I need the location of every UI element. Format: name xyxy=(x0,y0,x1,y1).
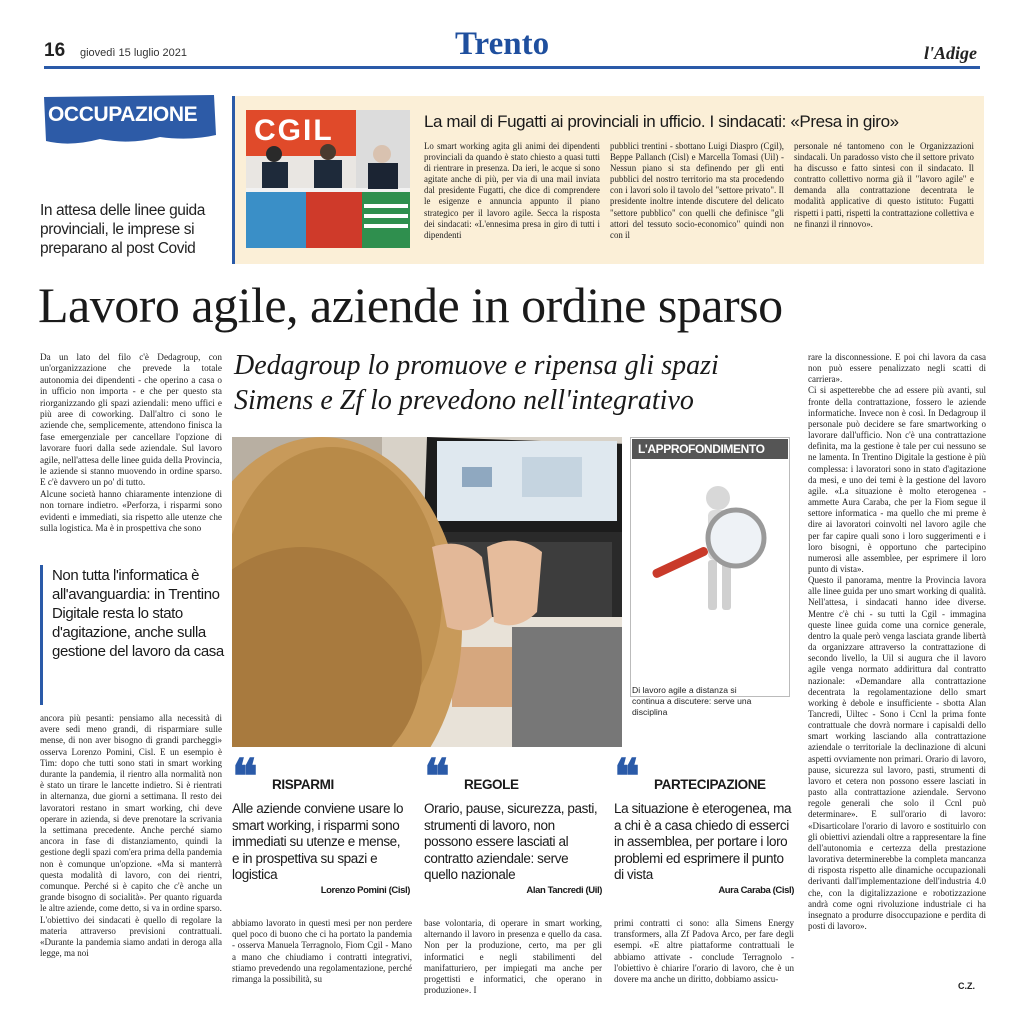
article-column-right: rare la disconnessione. E poi chi lavora da casa non può essere penalizzato negli scatti di carriera». Ci si aspetterebbe che ad essere più avanti, sul fronte della contrattazione, fossero le aziende informatiche. Invece non è così. In Dedagroup il personale può decidere se fare smartworking o lavorare dall'ufficio. Non c'è una contrattazione definita, ma la gestione è tale per cui nessuno se ne lamenta. In Trentino Digitale la gestione è più complessa: i lavoratori sono in stato d'agitazione da mesi, e uno dei temi è la gestione del lavoro agile. «La situazione è molto eterogenea - ammette Aura Caraba, che per la Fiom segue il settore informatica - ma quello che mi preme è dire ai lavoratori coinvolti nel lavoro agile che per far capire quali sono i loro suggerimenti e i loro bisogni, è opportuno che partecipino numerosi alle assemblee, per esprimere il loro punto di vista». Questo il panorama, mentre la Provincia lavora alle linee guida per uno smart working di qualità. Nell'attesa, i sindacati hanno idee diverse. Mentre c'è chi - su tutti la Cgil - immagina queste linee guida come una cornice generale, dentro la quale però venga lasciata grande libertà da organizzare attraverso la contrattazione di secondo livello, la Uil si augura che il lavoro agile venga normato addirittura dal contratto nazionale: «Demandare alla contrattazione decentrata la regolamentazione dello smart working è debole e insufficiente - sbotta Alan Tancredi, Uiltec - Sono i Ccnl la prima fonte contrattuale che dovrà normare i capisaldi dello smart working lasciando alla contrattazione aziendale o territoriale la declinazione di alcuni aspetti ovviamente non primari. Orario di lavoro, pause, sicurezza sul lavoro, pasti, strumenti di lavoro et cetera non possono essere lasciati in pasto alla contrattazione aziendale. Servono regole generali che solo il Ccnl può determinare». E sull'orario di lavoro: «Disarticolare l'orario di lavoro e sostituirlo con gli obiettivi aziendali oltre a rappresentare la fine dell'autonomia e certezza della prestazione lavorativa determinerebbe la completa mancanza di risposta rispetto alle dinamiche occupazionali derivanti dall'implementazione dell'industria 4.0 che, con la digitalizzazione e robotizzazione andrà come ogni rivoluzione industriale ci ha insegnato a produrre disoccupazione e perdita di posti di lavoro». xyxy=(808,352,986,931)
main-photo xyxy=(232,437,622,747)
article-bottom-column-2: abbiamo lavorato in questi mesi per non perdere quel poco di buono che ci ha portato la pandemia - osserva Manuela Terragnolo, Fiom Cgil - Mano a mano che chiudiamo i contratti integrativi, stiamo prevedendo una regolamentazione, perché rimanga la possibilità, su xyxy=(232,918,412,985)
sidebar-headline: La mail di Fugatti ai provinciali in ufficio. I sindacati: «Presa in giro» xyxy=(424,112,899,131)
article-column-1-top: Da un lato del filo c'è Dedagroup, con un'organizzazione che prevede la totale autonomia dei dipendenti - che operino a casa o in ufficio non importa - e che per questo sta riorganizzando gli spazi aziendali: meno uffici e più aree di coworking. Dall'altro ci sono le aziende che, semplicemente, attendono finisca la fase emergenziale per cancellare l'opzione di lavorare fuori dalla sede aziendale. Sul lavoro agile, nell'attesa delle linee guida della Provincia, le aziende si stanno muovendo in ordine sparso. E c'è davvero un po' di tutto. Alcune società hanno chiaramente intenzione di non tornare indietro. «Perforza, i risparmi sono evidenti e immediati, sia rispetto alle utenze che sulla logistica. Ma è in prospettiva che sono xyxy=(40,352,222,534)
deck-line-1: Dedagroup lo promuove e ripensa gli spazi xyxy=(234,350,719,381)
quote-block-risparmi xyxy=(232,751,410,897)
article-bottom-column-3: base volontaria, di operare in smart working, alternando il lavoro in presenza e quello da casa. Non per la produzione, certo, ma per gli informatici e negli stabilimenti del manifatturiero, per impiegati ma anche per progettisti e informatici, che operano in produzione». I xyxy=(424,918,602,996)
quote-mark-icon: ❝ xyxy=(424,751,450,804)
issue-date: giovedì 15 luglio 2021 xyxy=(80,47,188,59)
author-signature: C.Z. xyxy=(958,981,975,991)
quote-mark-icon: ❝ xyxy=(614,751,640,804)
section-subhead: In attesa delle linee guida provinciali, le imprese si preparano al post Covid xyxy=(40,202,205,257)
conference-photo xyxy=(246,110,410,248)
pullquote: Non tutta l'informatica è all'avanguardia: in Trentino Digitale resta lo stato d'agitazione, anche sulla gestione del lavoro da casa xyxy=(52,567,224,660)
quote-author: Lorenzo Pomini (Cisl) xyxy=(320,885,410,896)
sidebar-column-1: Lo smart working agita gli animi dei dipendenti provinciali da quando è stato chiesto a quasi tutti di rientrare in presenza. Da ieri, le acque si sono agitate anche di più, per via di una mail inviata dal presidente Fugatti, che dice di comprendere le esigenze e annuncia appunto il piano strategico per il lavoro agile. Secca la risposta dei sindacati: «L'ennesima presa in giro di tutti i dipendenti xyxy=(424,141,600,240)
quote-title: RISPARMI xyxy=(272,777,334,792)
sidebar-column-3: personale né tantomeno con le Organizzazioni sindacali. Un paradosso visto che il settore privato ha discusso e fatto sintesi con il sindacato. Il contratto collettivo norma già il "lavoro agile" e demanda alla contrattazione decentrata le modalità applicative di questo istituto: Fugatti rispetti i patti, rispetti la contrattazione collettiva e ne finanzi il rinnovo». xyxy=(794,141,974,229)
section-label: OCCUPAZIONE xyxy=(48,103,198,126)
header-rule xyxy=(44,66,980,69)
quote-text: Alle aziende conviene usare lo smart working, i risparmi sono immediati su utenze e mense, e in prospettiva su spazi e logistica xyxy=(232,801,404,882)
quote-title: PARTECIPAZIONE xyxy=(654,777,766,792)
quote-text: Orario, pause, sicurezza, pasti, strumenti di lavoro, non possono essere lasciati al contratto aziendale: serve quello nazionale xyxy=(424,801,598,882)
banner-text: CGIL xyxy=(254,114,334,147)
main-headline: Lavoro agile, aziende in ordine sparso xyxy=(38,277,783,333)
quote-author: Aura Caraba (Cisl) xyxy=(718,885,794,896)
deck-line-2: Simens e Zf lo prevedono nell'integrativo xyxy=(234,385,694,416)
magnifier-illustration xyxy=(640,468,780,618)
quote-mark-icon: ❝ xyxy=(232,751,258,804)
quote-block-regole xyxy=(424,751,602,897)
quote-block-partecipazione xyxy=(614,751,794,897)
article-column-1-bottom: ancora più pesanti: pensiamo alla necessità di avere sedi meno grandi, di risparmiare sulle mense, di non aver bisogno di grandi parcheggi» osserva Lorenzo Pomini, Cisl. E un esempio è Tim: dopo che tutti sono stati in smart working durante la pandemia, il rientro alla normalità non è stato un tirare le lancette indietro. Si è rientrati in alternanza, due giorni a settimana. Il resto dei lavoratori restano in smart working, chi deve operare in azienda, si deve prenotare la scrivania la settimana precedente. Anche perché siamo ancora in fase di distanziamento, quindi la gestione degli spazi com'era prima della pandemia non è comunque un'opzione. «Ma si manterrà questa modalità di lavoro, con dei rientri, comunque. Perché si è capito che c'è anche un grande bisogno di socialità». Per quanto riguarda le altre aziende, come detto, si va in ordine sparso. L'obiettivo dei sindacati è quello di regolare la materia attraverso previsioni contrattuali. «Durante la pandemia siamo andati in deroga alla legge, ma noi xyxy=(40,713,222,959)
section-title: Trento xyxy=(455,26,550,62)
quote-author: Alan Tancredi (Uil) xyxy=(526,885,602,896)
sidebar-column-2: pubblici trentini - sbottano Luigi Diaspro (Cgil), Beppe Pallanch (Cisl) e Marcella Tomasi (Uil) - Nessun piano si sta definendo per gli enti pubblici del nostro territorio ma sta procedendo con i lavori solo il tavolo del "settore privato". Il presidente inoltre intende discutere del delicato "settore pubblico" con quelli che definisce "gli attori del tessuto socio-economico" quindi non con il xyxy=(610,141,784,240)
quote-text: La situazione è eterogenea, ma a chi è a casa chiedo di esserci in assemblea, per portare i loro problemi ed esprimere il punto di vista xyxy=(614,801,792,882)
pullquote-rule xyxy=(40,565,43,705)
approfondimento-label: L'APPROFONDIMENTO xyxy=(638,442,765,456)
section-label-box xyxy=(40,95,218,151)
masthead-logo: l'Adige xyxy=(924,43,977,63)
page-number: 16 xyxy=(44,40,66,61)
quote-title: REGOLE xyxy=(464,777,519,792)
article-bottom-column-4: primi contratti ci sono: alla Simens Energy transformers, alla Zf Padova Arco, per fare degli esempi. «E altre piattaforme contrattuali le abbiamo attivate - conclude Terragnolo - l'obiettivo è chiarire l'orario di lavoro, che è un dovere ma anche un diritto, dobbiamo assicu- xyxy=(614,918,794,985)
photo-caption: Di lavoro agile a distanza si continua a discutere: serve una disciplina xyxy=(632,685,752,717)
